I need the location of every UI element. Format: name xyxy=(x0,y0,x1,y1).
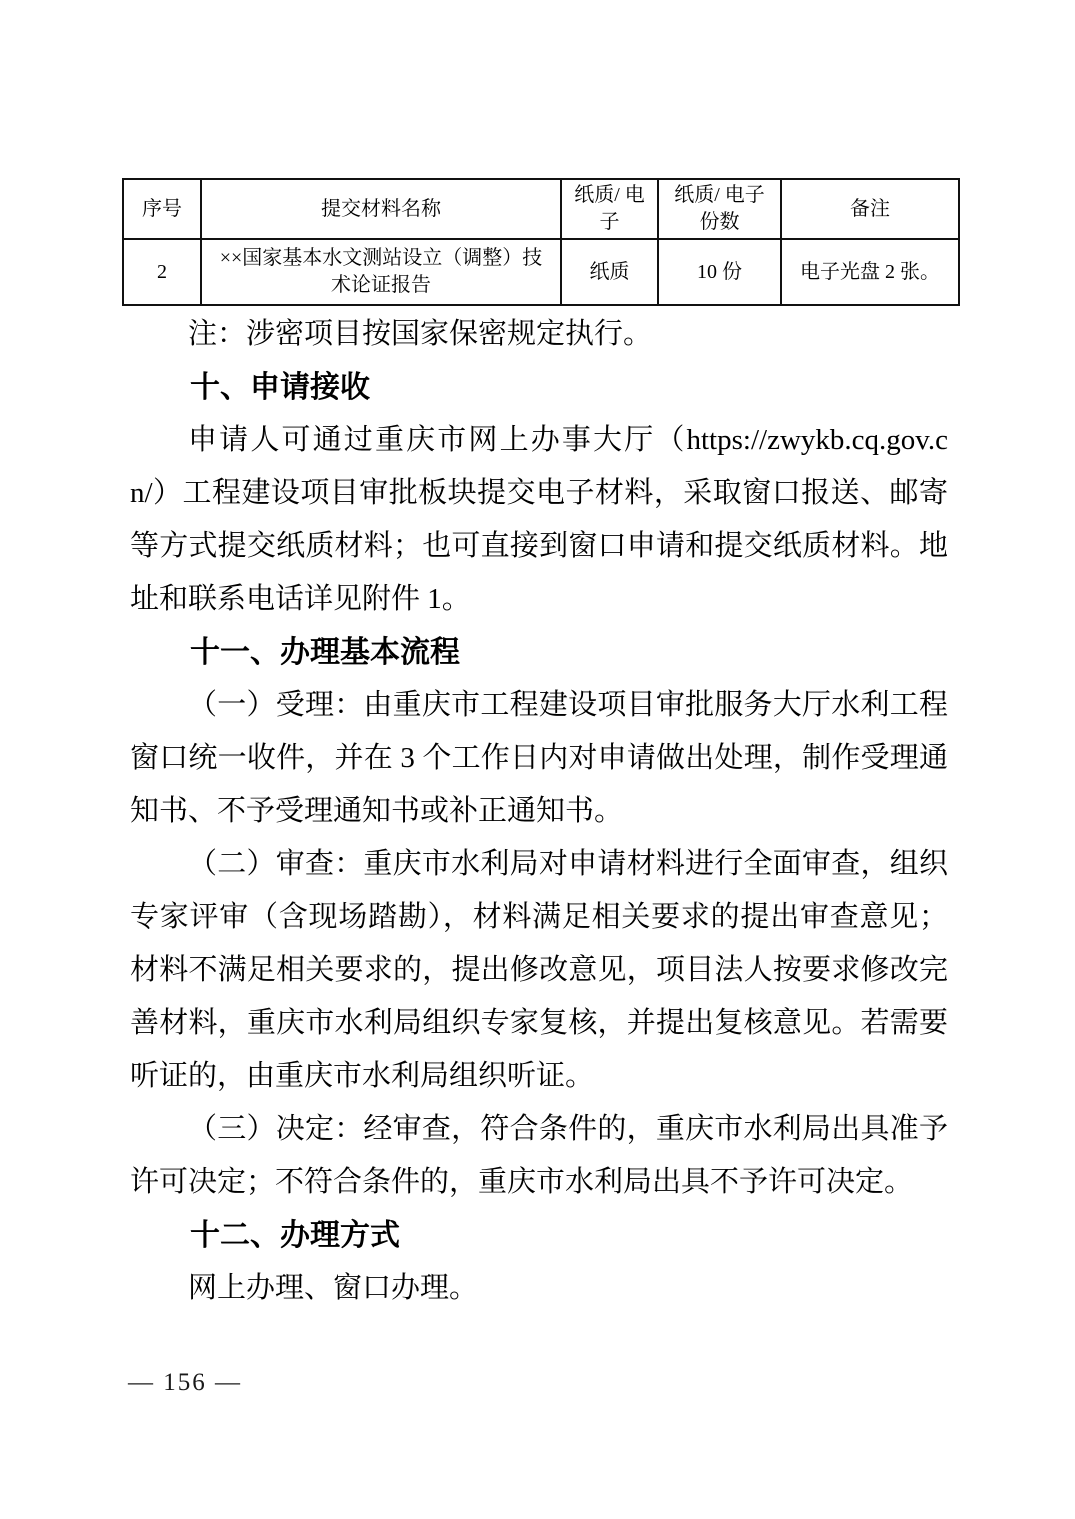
col-header-medium: 纸质/ 电子 xyxy=(561,179,658,239)
section-10-paragraph: 申请人可通过重庆市网上办事大厅（https://zwykb.cq.gov.cn/）工程建设项目审批板块提交电子材料，采取窗口报送、邮寄等方式提交纸质材料；也可直接到窗口申请和提交纸质材料。地址和联系电话详见附件 1。 xyxy=(130,424,948,615)
cell-seq: 2 xyxy=(123,239,201,305)
col-header-copies: 纸质/ 电子份数 xyxy=(658,179,781,239)
col-header-seq: 序号 xyxy=(123,179,201,239)
col-header-remark: 备注 xyxy=(781,179,959,239)
section-11-paragraph-1: （一）受理：由重庆市工程建设项目审批服务大厅水利工程窗口统一收件，并在 3 个工作日内对申请做出处理，制作受理通知书、不予受理通知书或补正通知书。 xyxy=(130,689,948,827)
col-header-name: 提交材料名称 xyxy=(201,179,561,239)
section-11-paragraph-3: （三）决定：经审查，符合条件的，重庆市水利局出具准予许可决定；不符合条件的，重庆市水利局出具不予许可决定。 xyxy=(130,1113,948,1198)
confidentiality-note: 注：涉密项目按国家保密规定执行。 xyxy=(188,318,653,350)
table-header-row xyxy=(123,179,959,239)
cell-copies: 10 份 xyxy=(658,239,781,305)
cell-medium: 纸质 xyxy=(561,239,658,305)
materials-table xyxy=(122,178,960,306)
section-heading-11: 十一、办理基本流程 xyxy=(190,636,460,669)
section-11-paragraph-2: （二）审查：重庆市水利局对申请材料进行全面审查，组织专家评审（含现场踏勘），材料满足相关要求的提出审查意见；材料不满足相关要求的，提出修改意见，项目法人按要求修改完善材料，重庆市水利局组织专家复核，并提出复核意见。若需要听证的，由重庆市水利局组织听证。 xyxy=(130,848,948,1092)
page-number: — 156 — xyxy=(128,1369,242,1396)
section-heading-12: 十二、办理方式 xyxy=(190,1219,400,1252)
document-body xyxy=(130,308,948,1315)
section-heading-10: 十、申请接收 xyxy=(190,371,370,404)
section-12-paragraph: 网上办理、窗口办理。 xyxy=(188,1272,479,1304)
table-row xyxy=(123,239,959,305)
cell-name: ××国家基本水文测站设立（调整）技术论证报告 xyxy=(201,239,561,305)
cell-remark: 电子光盘 2 张。 xyxy=(781,239,959,305)
